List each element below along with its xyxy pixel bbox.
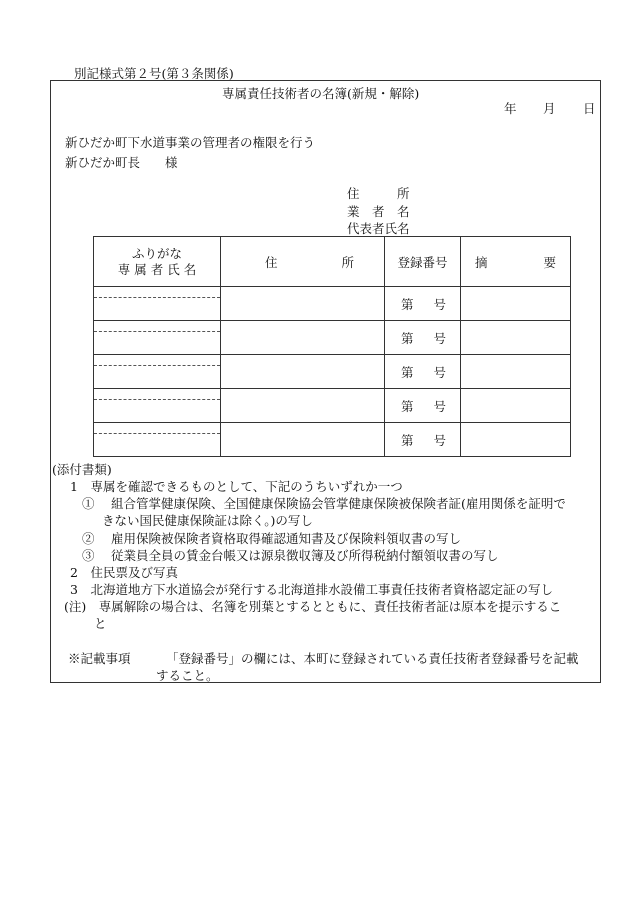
attachment-item-2: 2 住民票及び写真 (70, 565, 178, 580)
name-cell[interactable] (94, 321, 221, 355)
remarks-cell[interactable] (461, 355, 571, 389)
address-header-char2: 所 (341, 254, 354, 270)
applicant-rep-label: 代表者氏名 (347, 221, 410, 236)
regno-suffix: 号 (433, 364, 446, 380)
attachment-item-3: 3 北海道地方下水道協会が発行する北海道排水設備工事責任技術者資格認定証の写し (70, 582, 553, 597)
registry-table (93, 236, 571, 457)
regno-suffix: 号 (433, 330, 446, 346)
addressee-line1: 新ひだか町下水道事業の管理者の権限を行う (65, 135, 316, 150)
address-header-cell (221, 237, 385, 287)
applicant-company-label: 業 者 名 (347, 204, 410, 219)
address-cell[interactable] (221, 389, 385, 423)
note-line2: と (94, 616, 107, 631)
name-cell[interactable] (94, 389, 221, 423)
regno-prefix: 第 (401, 330, 414, 346)
remarks-header-cell (461, 237, 571, 287)
name-header-cell (94, 237, 221, 287)
regno-header-cell: 登録番号 (385, 237, 461, 287)
note-line1: (注) 専属解除の場合は、名簿を別葉とするとともに、責任技術者証は原本を提示するこ (64, 599, 562, 614)
attachment-sub-1-line2: きない国民健康保険証は除く。)の写し (102, 513, 313, 528)
remarks-cell[interactable] (461, 287, 571, 321)
date-day-label: 日 (583, 101, 596, 116)
regno-cell[interactable] (385, 423, 461, 457)
name-cell[interactable] (94, 355, 221, 389)
attachment-sub-3: ③ 従業員全員の賃金台帳又は源泉徴収簿及び所得税納付額領収書の写し (82, 548, 499, 563)
remarks-header-char2: 要 (543, 254, 556, 270)
applicant-address-label: 住 所 (347, 186, 410, 201)
regno-suffix: 号 (433, 296, 446, 312)
table-header-row (94, 237, 571, 287)
regno-prefix: 第 (401, 364, 414, 380)
address-cell[interactable] (221, 321, 385, 355)
form-title: 専属責任技術者の名簿(新規・解除) (222, 86, 420, 101)
regno-cell[interactable] (385, 321, 461, 355)
remarks-line1: 「登録番号」の欄には、本町に登録されている責任技術者登録番号を記載 (166, 651, 579, 666)
table-row (94, 321, 571, 355)
date-year-label: 年 (504, 101, 517, 116)
name-cell[interactable] (94, 287, 221, 321)
furigana-header: ふりがな (131, 245, 182, 261)
regno-cell[interactable] (385, 355, 461, 389)
attachment-sub-2: ② 雇用保険被保険者資格取得確認通知書及び保険料領収書の写し (82, 531, 461, 546)
attachment-sub-1-line1: ① 組合管掌健康保険、全国健康保険協会管掌健康保険被保険者証(雇用関係を証明で (82, 496, 566, 511)
address-cell[interactable] (221, 423, 385, 457)
regno-cell[interactable] (385, 287, 461, 321)
address-cell[interactable] (221, 355, 385, 389)
remarks-cell[interactable] (461, 389, 571, 423)
date-month-label: 月 (543, 101, 556, 116)
attachment-item-1: 1 専属を確認できるものとして、下記のうちいずれか一つ (70, 479, 403, 494)
table-row (94, 389, 571, 423)
remarks-header-char1: 摘 (475, 254, 488, 270)
table-row (94, 287, 571, 321)
name-cell[interactable] (94, 423, 221, 457)
remarks-label: ※記載事項 (68, 651, 131, 666)
remarks-line2: すること。 (156, 668, 219, 683)
remarks-cell[interactable] (461, 423, 571, 457)
regno-prefix: 第 (401, 398, 414, 414)
address-header-char1: 住 (265, 254, 278, 270)
form-number: 別記様式第２号(第３条関係) (74, 66, 234, 81)
regno-suffix: 号 (433, 432, 446, 448)
regno-prefix: 第 (401, 296, 414, 312)
attachments-heading: (添付書類) (52, 462, 112, 477)
regno-cell[interactable] (385, 389, 461, 423)
regno-prefix: 第 (401, 432, 414, 448)
remarks-cell[interactable] (461, 321, 571, 355)
regno-suffix: 号 (433, 398, 446, 414)
name-header: 専 属 者 氏 名 (117, 261, 197, 277)
table-row (94, 423, 571, 457)
table-row (94, 355, 571, 389)
addressee-line2: 新ひだか町長 様 (65, 155, 178, 170)
address-cell[interactable] (221, 287, 385, 321)
